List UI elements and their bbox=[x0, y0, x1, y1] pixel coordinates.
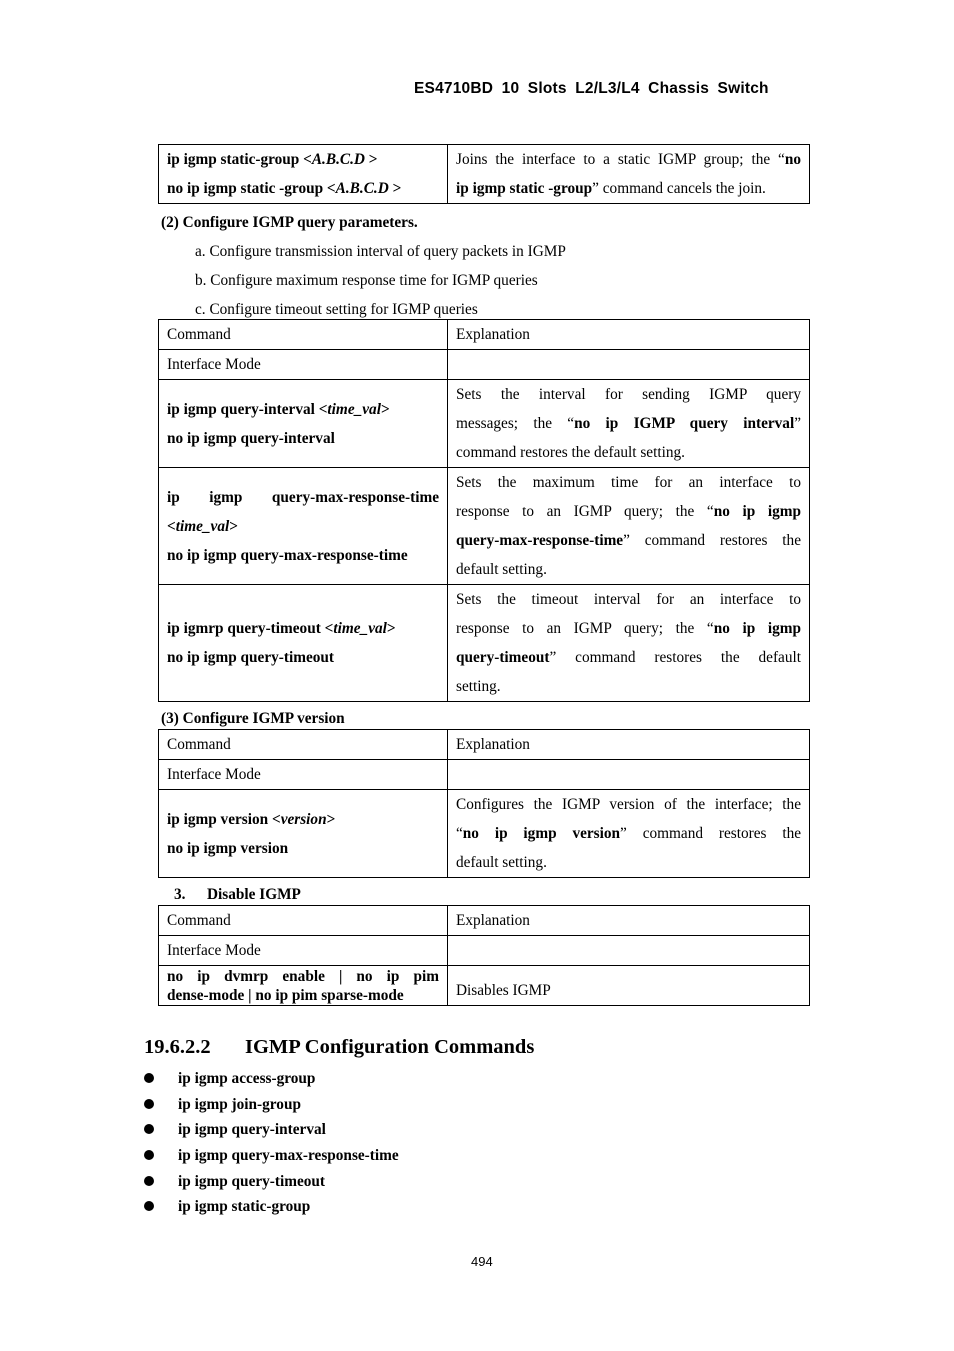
page-number: 494 bbox=[471, 1254, 493, 1269]
section-title: IGMP Configuration Commands bbox=[245, 1036, 535, 1058]
command-cell: no ip dvmrp enable | no ip pim dense-mode | no ip pim sparse-mode bbox=[159, 966, 448, 1006]
explanation-cell: Configures the IGMP version of the interface; the “no ip igmp version” command restores the default setting. bbox=[448, 790, 810, 878]
table-row bbox=[159, 350, 810, 380]
explanation-cell: Sets the interval for sending IGMP query messages; the “no ip IGMP query interval” command restores the default setting. bbox=[448, 380, 810, 468]
command-cell: ip igmp query-interval <time_val> no ip igmp query-interval bbox=[159, 380, 448, 468]
list-item: ip igmp access-group bbox=[144, 1066, 399, 1092]
bullet-icon bbox=[144, 1201, 154, 1211]
document-header-title: ES4710BD 10 Slots L2/L3/L4 Chassis Switch bbox=[414, 80, 769, 97]
list-item: ip igmp join-group bbox=[144, 1092, 399, 1118]
table-row bbox=[159, 468, 810, 585]
bullet-icon bbox=[144, 1073, 154, 1083]
explanation-cell: Joins the interface to a static IGMP group; the “no ip igmp static -group” command cancels the join. bbox=[448, 145, 810, 204]
empty-cell bbox=[448, 350, 810, 380]
table-header-row bbox=[159, 320, 810, 350]
mode-cell: Interface Mode bbox=[159, 350, 448, 380]
column-header-explanation: Explanation bbox=[448, 320, 810, 350]
table-header-row bbox=[159, 906, 810, 936]
command-cell: ip igmp static-group <A.B.C.D > no ip igmp static -group <A.B.C.D > bbox=[159, 145, 448, 204]
list-item: ip igmp static-group bbox=[144, 1194, 399, 1220]
step-heading: 3. Disable IGMP bbox=[174, 886, 301, 903]
section-heading bbox=[144, 1036, 534, 1059]
table-row bbox=[159, 966, 810, 1006]
step-item: a. Configure transmission interval of query packets in IGMP bbox=[195, 243, 566, 260]
step-item: b. Configure maximum response time for IGMP queries bbox=[195, 272, 538, 289]
command-list bbox=[144, 1066, 399, 1220]
list-item: ip igmp query-timeout bbox=[144, 1169, 399, 1195]
empty-cell bbox=[448, 760, 810, 790]
column-header-command: Command bbox=[159, 906, 448, 936]
command-cell: ip igmrp query-timeout <time_val> no ip igmp query-timeout bbox=[159, 585, 448, 702]
disable-igmp-table bbox=[158, 905, 810, 1006]
column-header-command: Command bbox=[159, 730, 448, 760]
mode-cell: Interface Mode bbox=[159, 760, 448, 790]
list-item: ip igmp query-max-response-time bbox=[144, 1143, 399, 1169]
query-parameters-table bbox=[158, 319, 810, 702]
explanation-cell: Sets the timeout interval for an interface to response to an IGMP query; the “no ip igmp query-timeout” command restores the default setting. bbox=[448, 585, 810, 702]
column-header-command: Command bbox=[159, 320, 448, 350]
table-row bbox=[159, 760, 810, 790]
column-header-explanation: Explanation bbox=[448, 730, 810, 760]
mode-cell: Interface Mode bbox=[159, 936, 448, 966]
table-row bbox=[159, 936, 810, 966]
step-heading: (3) Configure IGMP version bbox=[161, 710, 345, 727]
step-item: c. Configure timeout setting for IGMP queries bbox=[195, 301, 478, 318]
list-item: ip igmp query-interval bbox=[144, 1117, 399, 1143]
bullet-icon bbox=[144, 1176, 154, 1186]
table-row bbox=[159, 380, 810, 468]
section-number: 19.6.2.2 bbox=[144, 1036, 211, 1058]
column-header-explanation: Explanation bbox=[448, 906, 810, 936]
empty-cell bbox=[448, 936, 810, 966]
table-header-row bbox=[159, 730, 810, 760]
bullet-icon bbox=[144, 1124, 154, 1134]
table-row bbox=[159, 145, 810, 204]
step-heading: (2) Configure IGMP query parameters. bbox=[161, 214, 418, 231]
igmp-version-table bbox=[158, 729, 810, 878]
static-group-table bbox=[158, 144, 810, 204]
table-row bbox=[159, 585, 810, 702]
bullet-icon bbox=[144, 1150, 154, 1160]
command-cell: ip igmp version <version> no ip igmp version bbox=[159, 790, 448, 878]
table-row bbox=[159, 790, 810, 878]
command-cell: ip igmp query-max-response-time <time_val> no ip igmp query-max-response-time bbox=[159, 468, 448, 585]
explanation-cell: Disables IGMP bbox=[448, 966, 810, 1006]
explanation-cell: Sets the maximum time for an interface to response to an IGMP query; the “no ip igmp query-max-response-time” command restores the default setting. bbox=[448, 468, 810, 585]
bullet-icon bbox=[144, 1099, 154, 1109]
